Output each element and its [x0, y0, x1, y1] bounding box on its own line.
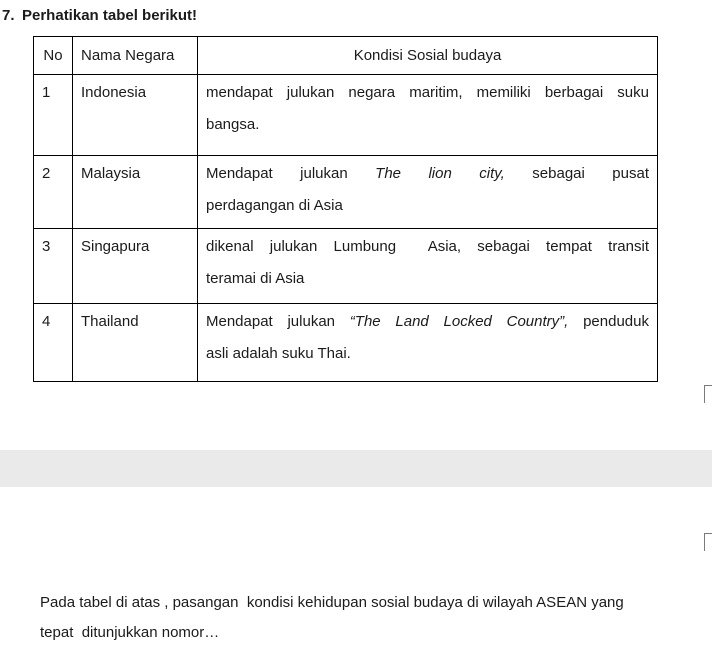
kondisi-segment: dikenal julukan Lumbung Asia, sebagai tempat transit — [206, 238, 649, 255]
cell-no: 3 — [34, 229, 73, 304]
cell-kondisi — [198, 156, 658, 229]
cell-no: 4 — [34, 304, 73, 382]
cell-negara: Thailand — [73, 304, 198, 382]
table-row-indonesia — [34, 75, 658, 156]
table-row-singapura — [34, 229, 658, 304]
footer-line-2: tepat ditunjukkan nomor… — [40, 624, 220, 641]
header-kondisi-sosial-budaya: Kondisi Sosial budaya — [198, 37, 658, 75]
kondisi-segment: perdagangan di Asia — [206, 197, 343, 214]
kondisi-segment-italic: The lion city, — [375, 165, 505, 182]
kondisi-line — [206, 158, 649, 190]
page-corner-mark-top — [704, 385, 712, 403]
cell-no: 2 — [34, 156, 73, 229]
table-row-malaysia — [34, 156, 658, 229]
kondisi-segment: asli adalah suku Thai. — [206, 345, 351, 362]
kondisi-line — [206, 77, 649, 109]
table-header-row — [34, 37, 658, 75]
kondisi-line — [206, 338, 649, 370]
kondisi-segment: sebagai pusat — [504, 165, 649, 182]
kondisi-line — [206, 109, 649, 141]
kondisi-segment: Mendapat julukan — [206, 165, 376, 182]
cell-kondisi — [198, 229, 658, 304]
kondisi-segment: mendapat julukan negara maritim, memiliki berbagai suku — [206, 84, 649, 101]
footer-question — [40, 588, 624, 648]
kondisi-line — [206, 306, 649, 338]
kondisi-line — [206, 231, 649, 263]
page-break-band — [0, 450, 712, 487]
kondisi-line — [206, 263, 649, 295]
kondisi-segment: bangsa. — [206, 116, 260, 133]
question-prompt: Perhatikan tabel berikut! — [22, 7, 198, 24]
footer-line-1: Pada tabel di atas , pasangan kondisi kehidupan sosial budaya di wilayah ASEAN yang — [40, 594, 624, 611]
cell-kondisi — [198, 75, 658, 156]
kondisi-segment: Mendapat julukan — [206, 313, 350, 330]
cell-kondisi — [198, 304, 658, 382]
page-corner-mark-bottom — [704, 533, 712, 551]
question-number: 7. — [2, 7, 15, 24]
kondisi-segment: teramai di Asia — [206, 270, 305, 287]
header-nama-negara: Nama Negara — [73, 37, 198, 75]
table-row-thailand — [34, 304, 658, 382]
cell-negara: Indonesia — [73, 75, 198, 156]
question-heading — [2, 7, 197, 24]
asean-table — [33, 36, 658, 382]
cell-negara: Singapura — [73, 229, 198, 304]
header-no: No — [34, 37, 73, 75]
kondisi-segment: penduduk — [568, 313, 649, 330]
kondisi-line — [206, 190, 649, 222]
kondisi-segment-italic: “The Land Locked Country”, — [349, 313, 569, 330]
cell-negara: Malaysia — [73, 156, 198, 229]
cell-no: 1 — [34, 75, 73, 156]
